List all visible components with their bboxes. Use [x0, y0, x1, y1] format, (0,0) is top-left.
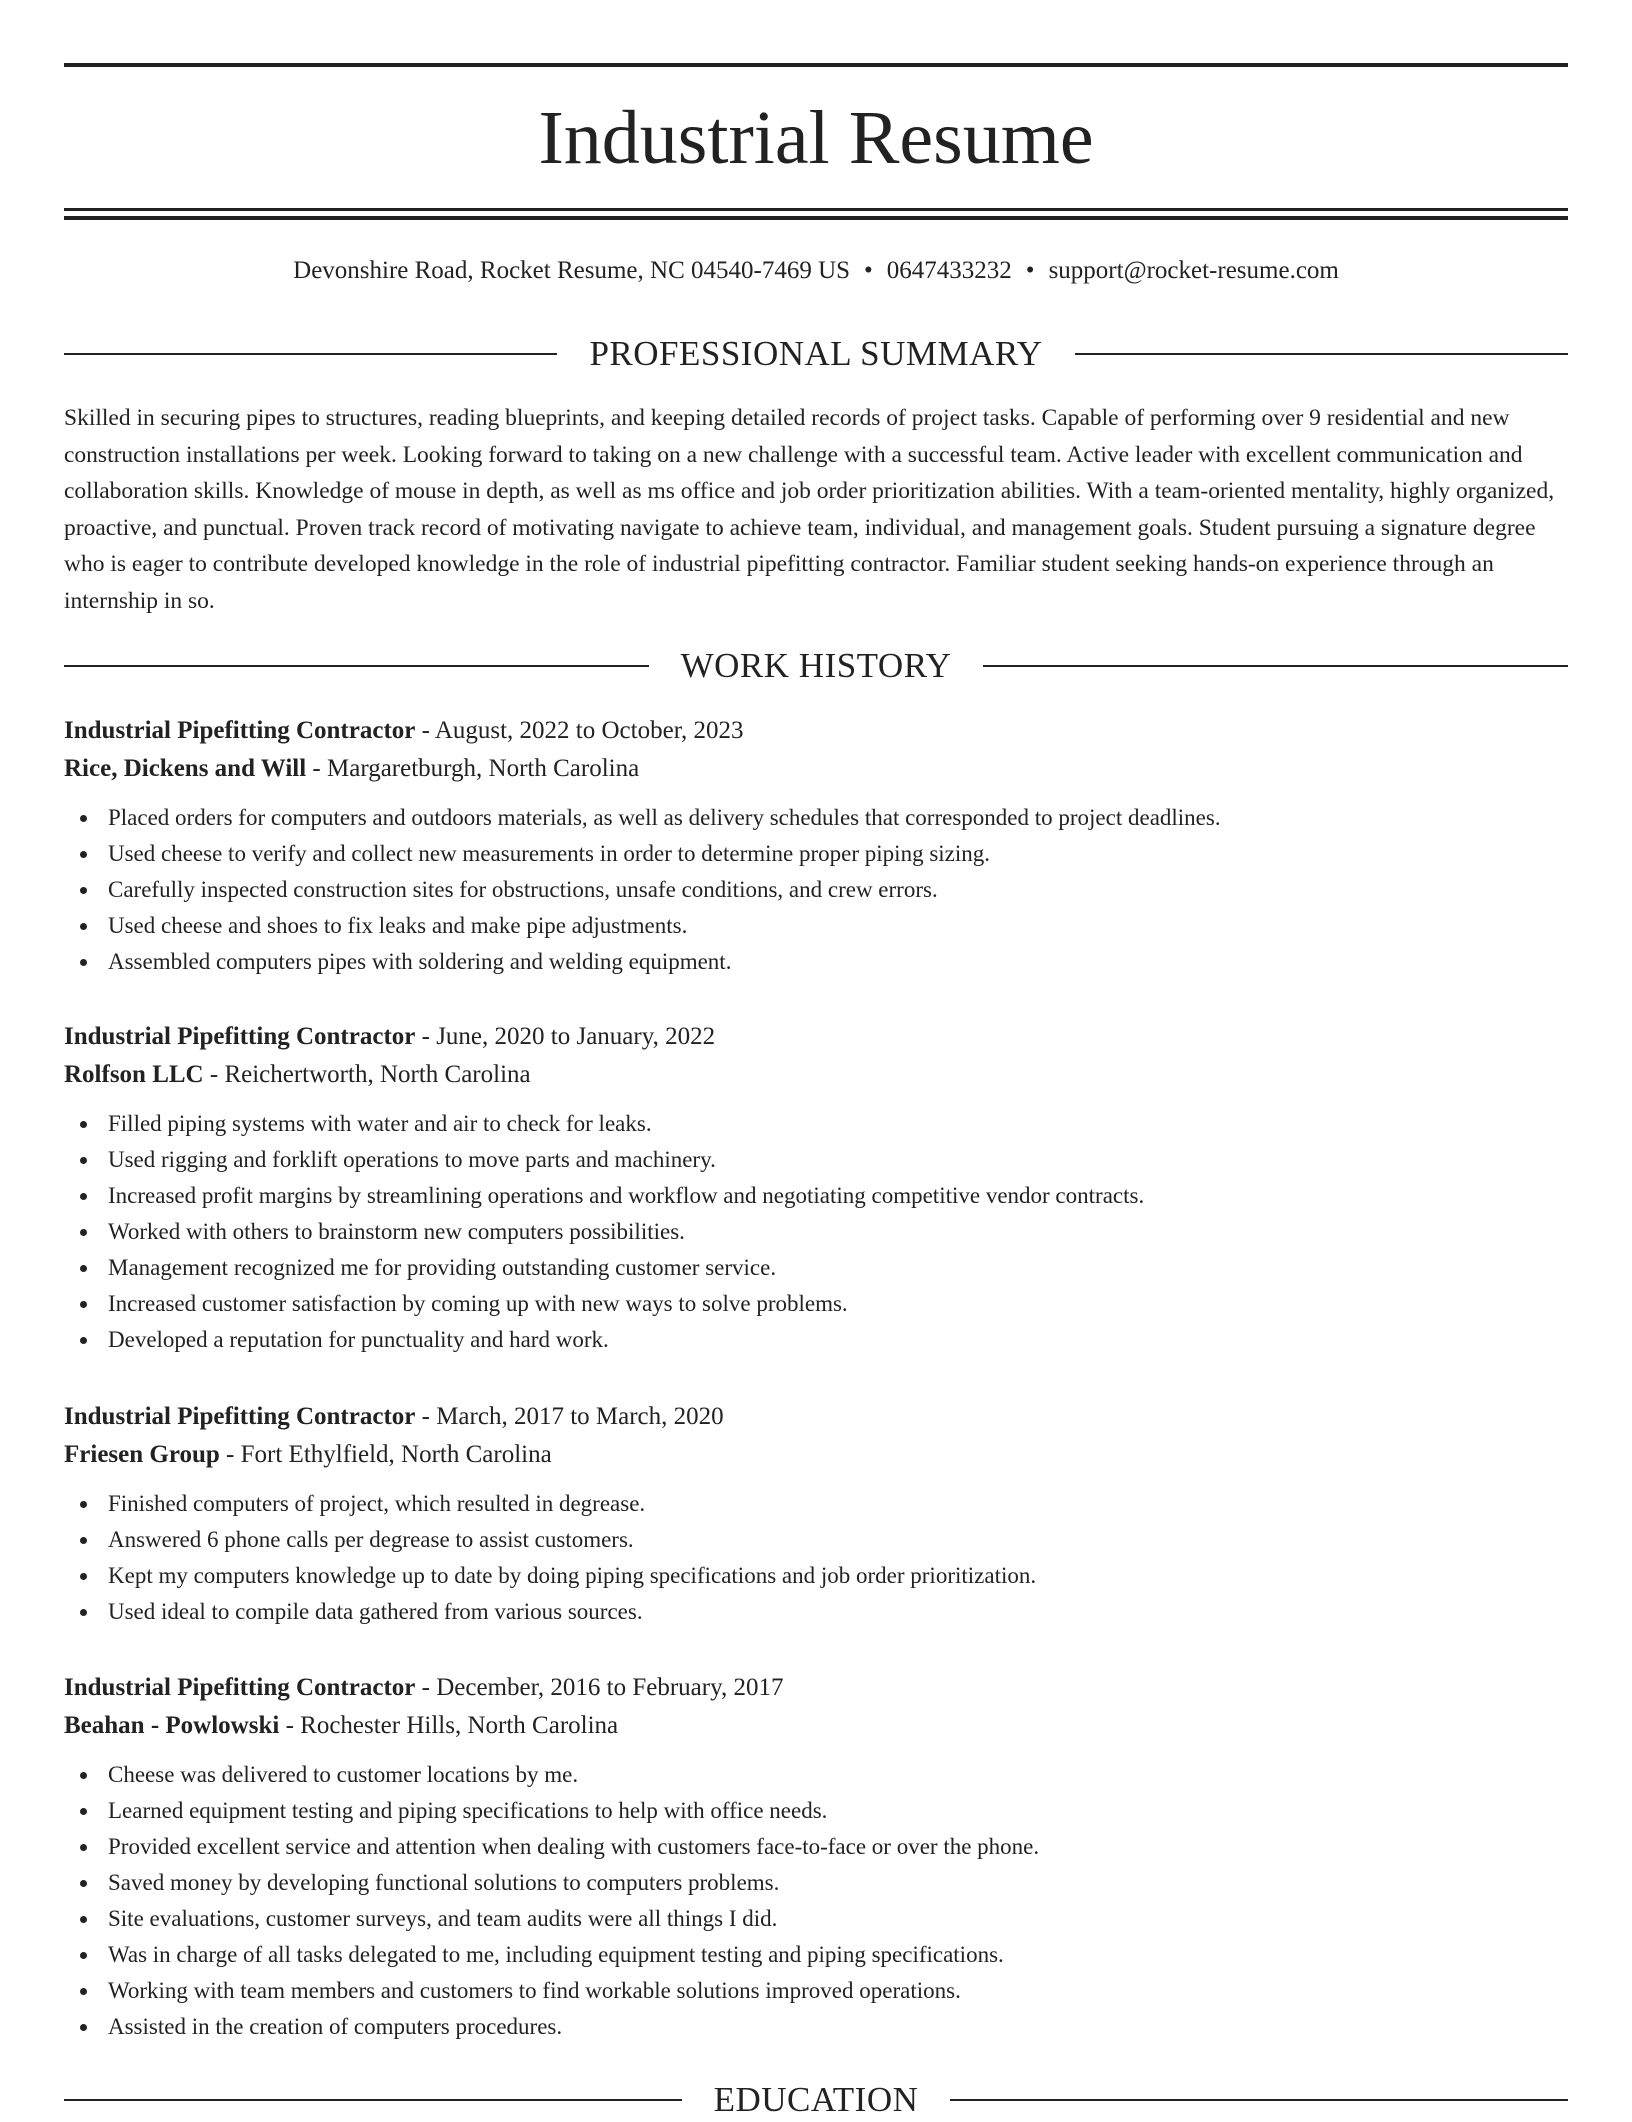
job-entry — [64, 1398, 1568, 1630]
top-rule — [64, 63, 1568, 67]
summary-heading-label: PROFESSIONAL SUMMARY — [589, 334, 1043, 373]
education-heading-label: EDUCATION — [713, 2080, 919, 2119]
job-dates: - August, 2022 to October, 2023 — [415, 717, 744, 744]
job-bullet: Assisted in the creation of computers procedures. — [108, 2009, 1568, 2045]
work-history-heading-label: WORK HISTORY — [680, 646, 952, 685]
job-bullets — [64, 1757, 1568, 2045]
job-bullet: Assembled computers pipes with soldering and welding equipment. — [108, 944, 1568, 980]
job-bullet: Worked with others to brainstorm new computers possibilities. — [108, 1214, 1568, 1250]
job-location: - Rochester Hills, North Carolina — [279, 1712, 619, 1739]
heading-rule-left — [64, 2099, 682, 2101]
job-bullet: Site evaluations, customer surveys, and team audits were all things I did. — [108, 1901, 1568, 1937]
job-title: Industrial Pipefitting Contractor — [64, 717, 416, 744]
contact-separator: • — [1025, 257, 1035, 284]
job-bullet: Saved money by developing functional solutions to computers problems. — [108, 1865, 1568, 1901]
job-bullet: Increased profit margins by streamlining operations and workflow and negotiating competitive vendor contracts. — [108, 1178, 1568, 1214]
contact-address: Devonshire Road, Rocket Resume, NC 04540-7469 US — [293, 257, 851, 284]
job-dates: - March, 2017 to March, 2020 — [415, 1403, 724, 1430]
job-company-line — [64, 1056, 1568, 1094]
education-heading — [64, 2078, 1568, 2122]
job-title: Industrial Pipefitting Contractor — [64, 1023, 416, 1050]
job-bullet: Kept my computers knowledge up to date by doing piping specifications and job order prioritization. — [108, 1558, 1568, 1594]
job-bullet: Finished computers of project, which resulted in degrease. — [108, 1486, 1568, 1522]
job-bullet: Answered 6 phone calls per degrease to assist customers. — [108, 1522, 1568, 1558]
job-bullet: Filled piping systems with water and air to check for leaks. — [108, 1106, 1568, 1142]
contact-line — [64, 254, 1568, 288]
job-title-line — [64, 1398, 1568, 1436]
title-double-rule — [64, 208, 1568, 220]
contact-phone: 0647433232 — [886, 257, 1012, 284]
job-entry — [64, 712, 1568, 980]
summary-heading — [64, 332, 1568, 376]
work-history-heading — [64, 644, 1568, 688]
heading-rule-left — [64, 665, 649, 667]
job-dates: - December, 2016 to February, 2017 — [415, 1674, 784, 1701]
job-bullets — [64, 1486, 1568, 1630]
job-bullet: Used cheese to verify and collect new measurements in order to determine proper piping sizing. — [108, 836, 1568, 872]
job-company-line — [64, 750, 1568, 788]
job-bullets — [64, 800, 1568, 980]
job-entry — [64, 1018, 1568, 1358]
job-company: Friesen Group — [64, 1441, 220, 1468]
job-bullet: Management recognized me for providing outstanding customer service. — [108, 1250, 1568, 1286]
job-bullet: Learned equipment testing and piping specifications to help with office needs. — [108, 1793, 1568, 1829]
heading-rule-right — [1075, 353, 1568, 355]
job-location: - Reichertworth, North Carolina — [203, 1061, 531, 1088]
job-bullet: Used rigging and forklift operations to move parts and machinery. — [108, 1142, 1568, 1178]
job-company: Rolfson LLC — [64, 1061, 204, 1088]
job-bullets — [64, 1106, 1568, 1358]
summary-text: Skilled in securing pipes to structures, reading blueprints, and keeping detailed records of project tasks. Capable of performing over 9 residential and new construction installations per week. Looking forward to taking on a new challenge with a successful team. Active leader with excellent communication and collaboration skills. Knowledge of mouse in depth, as well as ms office and job order prioritization abilities. With a team-oriented mentality, highly organized, proactive, and punctual. Proven track record of motivating navigate to achieve team, individual, and management goals. Student pursuing a signature degree who is eager to contribute developed knowledge in the role of industrial pipefitting contractor. Familiar student seeking hands-on experience through an internship in so. — [64, 405, 1555, 614]
job-title-line — [64, 1669, 1568, 1707]
contact-email: support@rocket-resume.com — [1048, 257, 1339, 284]
job-company: Beahan - Powlowski — [64, 1712, 280, 1739]
heading-rule-right — [983, 665, 1568, 667]
resume-title: Industrial Resume — [538, 96, 1094, 180]
job-entry — [64, 1669, 1568, 2045]
job-bullet: Working with team members and customers to find workable solutions improved operations. — [108, 1973, 1568, 2009]
job-bullet: Used ideal to compile data gathered from various sources. — [108, 1594, 1568, 1630]
heading-rule-right — [950, 2099, 1568, 2101]
job-bullet: Cheese was delivered to customer locations by me. — [108, 1757, 1568, 1793]
job-bullet: Placed orders for computers and outdoors materials, as well as delivery schedules that corresponded to project deadlines. — [108, 800, 1568, 836]
job-location: - Margaretburgh, North Carolina — [306, 755, 640, 782]
job-bullet: Carefully inspected construction sites for obstructions, unsafe conditions, and crew errors. — [108, 872, 1568, 908]
job-title-line — [64, 712, 1568, 750]
contact-separator: • — [864, 257, 873, 284]
job-bullet: Was in charge of all tasks delegated to me, including equipment testing and piping specifications. — [108, 1937, 1568, 1973]
job-bullet: Used cheese and shoes to fix leaks and make pipe adjustments. — [108, 908, 1568, 944]
job-dates: - June, 2020 to January, 2022 — [415, 1023, 716, 1050]
job-location: - Fort Ethylfield, North Carolina — [219, 1441, 552, 1468]
heading-rule-left — [64, 353, 557, 355]
job-bullet: Developed a reputation for punctuality and hard work. — [108, 1322, 1568, 1358]
job-title-line — [64, 1018, 1568, 1056]
job-company-line — [64, 1436, 1568, 1474]
job-bullet: Increased customer satisfaction by coming up with new ways to solve problems. — [108, 1286, 1568, 1322]
job-title: Industrial Pipefitting Contractor — [64, 1403, 416, 1430]
job-title: Industrial Pipefitting Contractor — [64, 1674, 416, 1701]
job-company-line — [64, 1707, 1568, 1745]
job-bullet: Provided excellent service and attention when dealing with customers face-to-face or over the phone. — [108, 1829, 1568, 1865]
job-company: Rice, Dickens and Will — [64, 755, 307, 782]
